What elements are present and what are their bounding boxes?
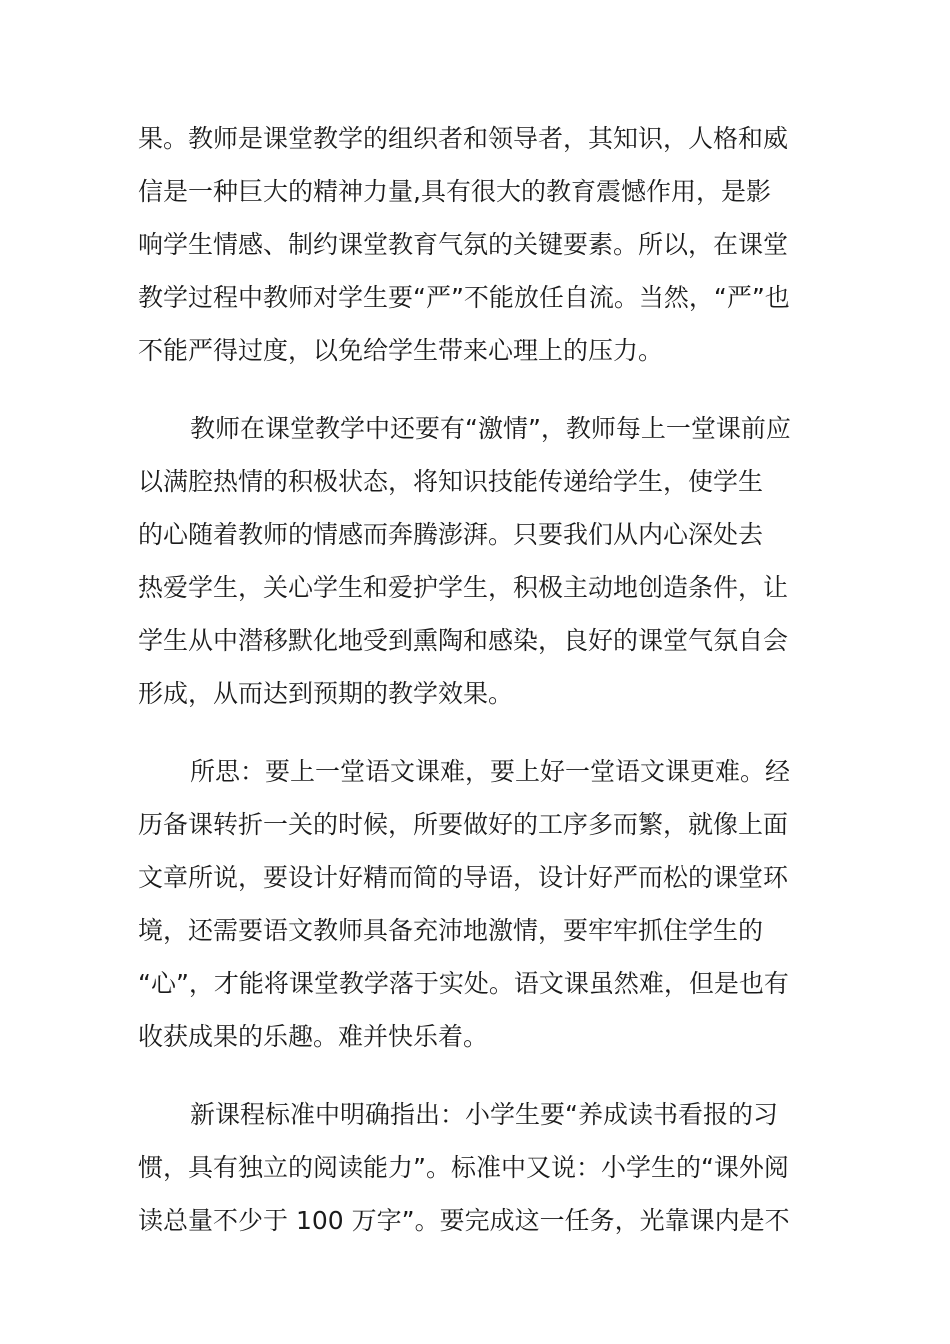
text-line: 果。教师是课堂教学的组织者和领导者，其知识，人格和威 bbox=[138, 124, 789, 153]
paragraph-4 bbox=[138, 1088, 818, 1247]
paragraph-3 bbox=[138, 745, 818, 1063]
document-body bbox=[138, 112, 818, 1247]
paragraph-2 bbox=[138, 402, 818, 720]
text-line: 以满腔热情的积极状态，将知识技能传递给学生，使学生 bbox=[138, 467, 764, 496]
text-line: 不能严得过度，以免给学生带来心理上的压力。 bbox=[138, 336, 664, 365]
text-line: 境，还需要语文教师具备充沛地激情，要牢牢抓住学生的 bbox=[138, 916, 764, 945]
text-line: 文章所说，要设计好精而简的导语，设计好严而松的课堂环 bbox=[138, 863, 789, 892]
text-line: 收获成果的乐趣。难并快乐着。 bbox=[138, 1022, 489, 1051]
text-line: 响学生情感、制约课堂教育气氛的关键要素。所以，在课堂 bbox=[138, 230, 789, 259]
text-line: 所思：要上一堂语文课难，要上好一堂语文课更难。经 bbox=[190, 757, 791, 786]
text-line: 新课程标准中明确指出：小学生要“养成读书看报的习 bbox=[190, 1100, 778, 1129]
text-line: “心”，才能将课堂教学落于实处。语文课虽然难，但是也有 bbox=[138, 969, 789, 998]
paragraph-1 bbox=[138, 112, 818, 377]
text-line: 教师在课堂教学中还要有“激情”，教师每上一堂课前应 bbox=[190, 414, 791, 443]
text-line: 热爱学生，关心学生和爱护学生，积极主动地创造条件，让 bbox=[138, 573, 789, 602]
text-line: 的心随着教师的情感而奔腾澎湃。只要我们从内心深处去 bbox=[138, 520, 764, 549]
text-line: 学生从中潜移默化地受到熏陶和感染，良好的课堂气氛自会 bbox=[138, 626, 789, 655]
text-line: 教学过程中教师对学生要“严”不能放任自流。当然，“严”也 bbox=[138, 283, 790, 312]
text-line: 惯，具有独立的阅读能力”。标准中又说：小学生的“课外阅 bbox=[138, 1153, 789, 1182]
text-line: 读总量不少于 100 万字”。要完成这一任务，光靠课内是不 bbox=[138, 1206, 790, 1235]
text-line: 形成，从而达到预期的教学效果。 bbox=[138, 679, 514, 708]
text-line: 历备课转折一关的时候，所要做好的工序多而繁，就像上面 bbox=[138, 810, 789, 839]
text-line: 信是一种巨大的精神力量,具有很大的教育震憾作用，是影 bbox=[138, 177, 771, 206]
